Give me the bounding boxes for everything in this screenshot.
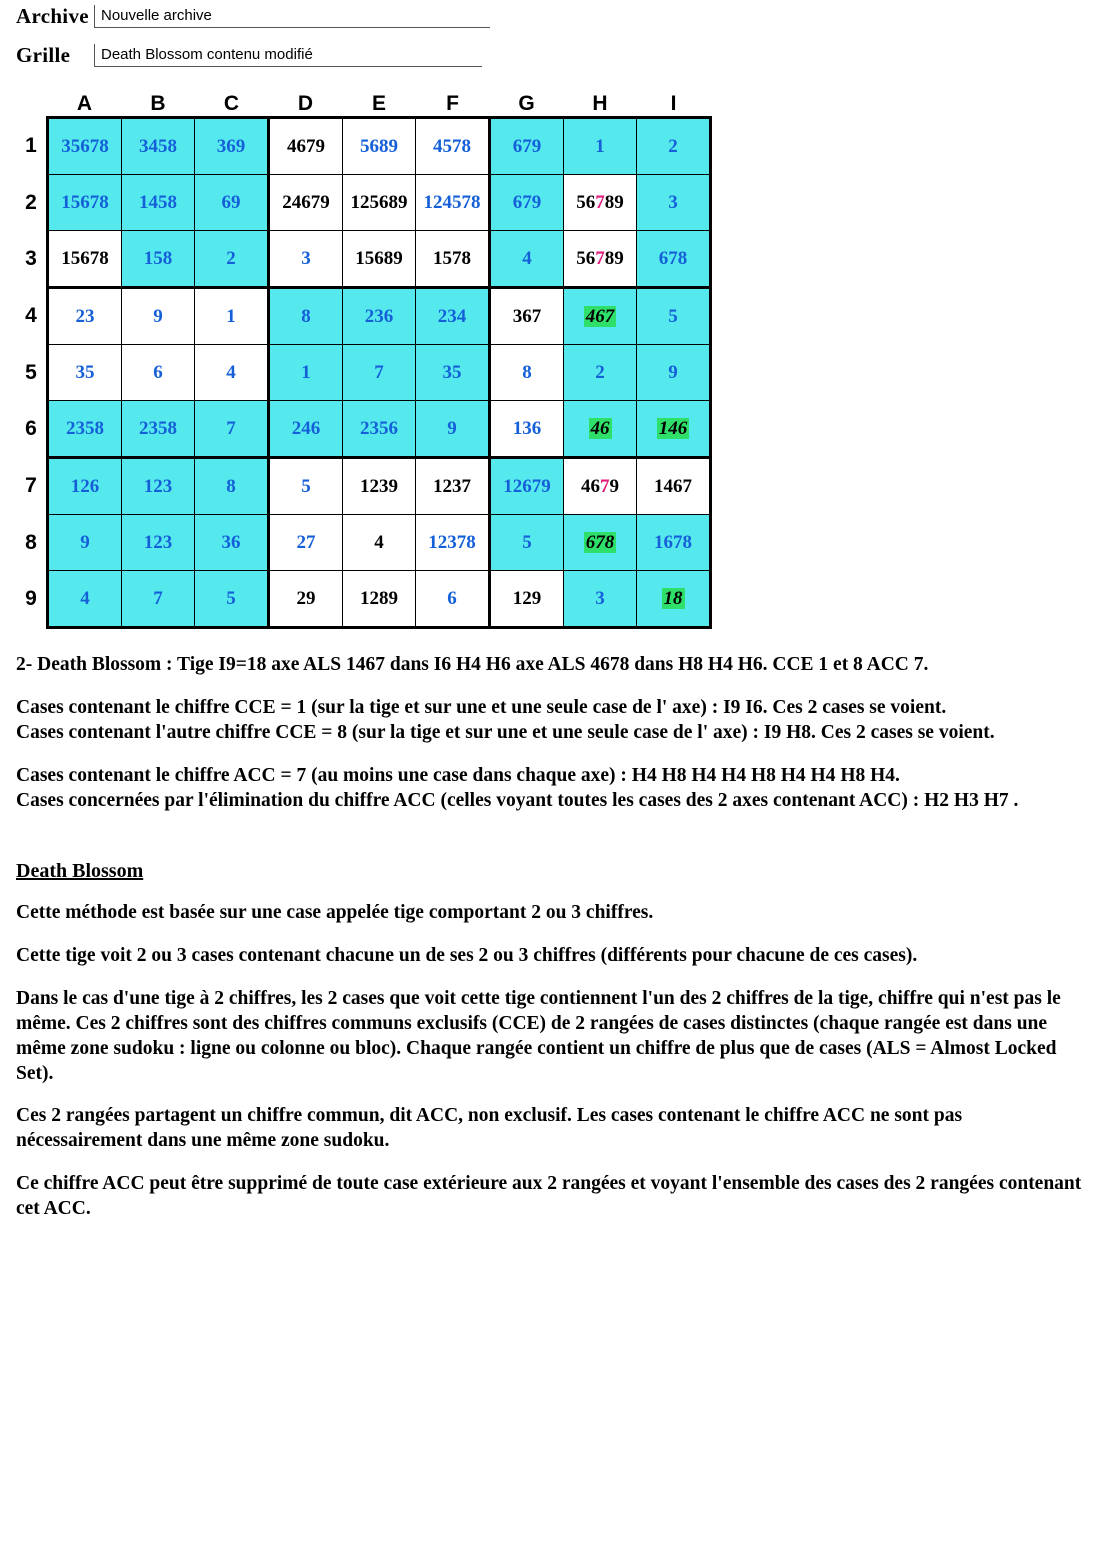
cell-F1[interactable]: 4578 bbox=[416, 118, 490, 175]
cell-G3[interactable]: 4 bbox=[490, 231, 564, 288]
cell-F7[interactable]: 1237 bbox=[416, 458, 490, 515]
cell-I9[interactable] bbox=[637, 571, 711, 628]
highlighted-candidates: 467 bbox=[585, 305, 615, 327]
cell-A5[interactable]: 35 bbox=[48, 345, 122, 401]
highlighted-candidates: 18 bbox=[663, 587, 683, 609]
cell-F5[interactable]: 35 bbox=[416, 345, 490, 401]
cell-I3[interactable]: 678 bbox=[637, 231, 711, 288]
cell-H3[interactable] bbox=[564, 231, 637, 288]
section-heading-death-blossom: Death Blossom bbox=[16, 859, 144, 882]
cell-C1[interactable]: 369 bbox=[195, 118, 269, 175]
cell-G1[interactable]: 679 bbox=[490, 118, 564, 175]
cell-A8[interactable]: 9 bbox=[48, 515, 122, 571]
row-header-9: 9 bbox=[25, 587, 37, 610]
cell-B1[interactable]: 3458 bbox=[122, 118, 195, 175]
cell-C3[interactable]: 2 bbox=[195, 231, 269, 288]
column-header-b: B bbox=[150, 92, 166, 115]
page-root bbox=[0, 4, 1108, 1262]
cell-I5[interactable]: 9 bbox=[637, 345, 711, 401]
cell-A4[interactable]: 23 bbox=[48, 288, 122, 345]
cell-I6[interactable] bbox=[637, 401, 711, 458]
cell-C2[interactable]: 69 bbox=[195, 175, 269, 231]
grille-input[interactable] bbox=[94, 44, 482, 67]
cell-F2[interactable]: 124578 bbox=[416, 175, 490, 231]
cell-D8[interactable]: 27 bbox=[269, 515, 343, 571]
digit-group: 56 bbox=[576, 247, 596, 269]
cell-C9[interactable]: 5 bbox=[195, 571, 269, 628]
grille-field-row bbox=[0, 43, 1108, 68]
column-header-a: A bbox=[76, 92, 93, 115]
cell-G9[interactable]: 129 bbox=[490, 571, 564, 628]
archive-field-row bbox=[0, 4, 1108, 29]
cell-A7[interactable]: 126 bbox=[48, 458, 122, 515]
digit-acc: 7 bbox=[595, 191, 605, 213]
sudoku-grid-wrapper bbox=[0, 86, 1108, 629]
paragraph-method-3: Dans le cas d'une tige à 2 chiffres, les 2 cases que voit cette tige contiennent l'un des 2 chiffres de la tige, chiffre qui n'est pas le même. Ces 2 chiffres sont des chiffres communs exclusifs (CCE) de 2 rangées de cases distinctes (chaque rangée est dans une même zone sudoku : ligne ou colonne ou bloc). Chaque rangée contient un chiffre de plus que de cases (ALS = Almost Locked Set). bbox=[16, 987, 1061, 1084]
grid-corner bbox=[16, 86, 48, 118]
row-header-2: 2 bbox=[25, 190, 37, 214]
paragraph-method-5: Ce chiffre ACC peut être supprimé de toute case extérieure aux 2 rangées et voyant l'ensemble des cases des 2 rangées contenant cet ACC. bbox=[16, 1173, 1082, 1220]
cell-C6[interactable]: 7 bbox=[195, 401, 269, 458]
column-header-i: I bbox=[670, 92, 677, 115]
cell-B3[interactable]: 158 bbox=[122, 231, 195, 288]
cell-H5[interactable]: 2 bbox=[564, 345, 637, 401]
archive-input[interactable] bbox=[94, 5, 490, 28]
column-header-e: E bbox=[371, 92, 386, 115]
column-header-f: F bbox=[446, 92, 459, 115]
cell-F4[interactable]: 234 bbox=[416, 288, 490, 345]
cell-B5[interactable]: 6 bbox=[122, 345, 195, 401]
paragraph-cce-1: Cases contenant le chiffre CCE = 1 (sur la tige et sur une et une seule case de l' axe) : I9 I6. Ces 2 cases se voient. bbox=[16, 696, 947, 718]
cell-C7[interactable]: 8 bbox=[195, 458, 269, 515]
cell-D4[interactable]: 8 bbox=[269, 288, 343, 345]
paragraph-method-1: Cette méthode est basée sur une case appelée tige comportant 2 ou 3 chiffres. bbox=[16, 901, 654, 923]
cell-E1[interactable]: 5689 bbox=[343, 118, 416, 175]
cell-B8[interactable]: 123 bbox=[122, 515, 195, 571]
cell-F6[interactable]: 9 bbox=[416, 401, 490, 458]
cell-D7[interactable]: 5 bbox=[269, 458, 343, 515]
cell-H4[interactable] bbox=[564, 288, 637, 345]
row-header-8: 8 bbox=[25, 530, 37, 554]
cell-H7[interactable] bbox=[564, 458, 637, 515]
cell-G8[interactable]: 5 bbox=[490, 515, 564, 571]
cell-H6[interactable] bbox=[564, 401, 637, 458]
cell-I7[interactable]: 1467 bbox=[637, 458, 711, 515]
cell-I1[interactable]: 2 bbox=[637, 118, 711, 175]
cell-F3[interactable]: 1578 bbox=[416, 231, 490, 288]
row-header-1: 1 bbox=[25, 134, 37, 157]
cell-A3[interactable]: 15678 bbox=[48, 231, 122, 288]
cell-B9[interactable]: 7 bbox=[122, 571, 195, 628]
cell-G6[interactable]: 136 bbox=[490, 401, 564, 458]
row-header-5: 5 bbox=[25, 360, 37, 384]
cell-H2[interactable] bbox=[564, 175, 637, 231]
grid-row bbox=[16, 118, 711, 175]
digit-group: 9 bbox=[609, 475, 619, 497]
cell-G2[interactable]: 679 bbox=[490, 175, 564, 231]
paragraph-method-4: Ces 2 rangées partagent un chiffre commun, dit ACC, non exclusif. Les cases contenant le chiffre ACC ne sont pas nécessairement dans une même zone sudoku. bbox=[16, 1105, 963, 1152]
column-header-c: C bbox=[223, 92, 240, 115]
cell-D9[interactable]: 29 bbox=[269, 571, 343, 628]
cell-G7[interactable]: 12679 bbox=[490, 458, 564, 515]
explanation-text bbox=[0, 653, 1108, 1262]
digit-group: 56 bbox=[576, 191, 596, 213]
cell-D1[interactable]: 4679 bbox=[269, 118, 343, 175]
cell-E9[interactable]: 1289 bbox=[343, 571, 416, 628]
cell-E8[interactable]: 4 bbox=[343, 515, 416, 571]
paragraph-method-2: Cette tige voit 2 ou 3 cases contenant chacune un de ses 2 ou 3 chiffres (différents pour chacune de ces cases). bbox=[16, 944, 918, 966]
column-header-g: G bbox=[518, 92, 535, 115]
highlighted-candidates: 678 bbox=[585, 531, 615, 553]
paragraph-cce-8: Cases contenant l'autre chiffre CCE = 8 (sur la tige et sur une et une seule case de l' axe) : I9 H8. Ces 2 cases se voient. bbox=[16, 721, 995, 743]
sudoku-grid[interactable] bbox=[16, 86, 712, 629]
cell-A1[interactable]: 35678 bbox=[48, 118, 122, 175]
grid-row bbox=[16, 515, 711, 571]
paragraph-acc-7: Cases contenant le chiffre ACC = 7 (au moins une case dans chaque axe) : H4 H8 H4 H4 H8 H4 H4 H8 H4. bbox=[16, 764, 900, 786]
cell-H1[interactable]: 1 bbox=[564, 118, 637, 175]
grid-row bbox=[16, 345, 711, 401]
grid-row bbox=[16, 231, 711, 288]
row-header-4: 4 bbox=[25, 304, 37, 327]
cell-E3[interactable]: 15689 bbox=[343, 231, 416, 288]
digit-group: 89 bbox=[604, 191, 624, 213]
cell-D6[interactable]: 246 bbox=[269, 401, 343, 458]
cell-I4[interactable]: 5 bbox=[637, 288, 711, 345]
cell-C8[interactable]: 36 bbox=[195, 515, 269, 571]
cell-E5[interactable]: 7 bbox=[343, 345, 416, 401]
cell-E2[interactable]: 125689 bbox=[343, 175, 416, 231]
digit-group: 46 bbox=[581, 475, 600, 497]
paragraph-death-blossom-summary: 2- Death Blossom : Tige I9=18 axe ALS 1467 dans I6 H4 H6 axe ALS 4678 dans H8 H4 H6. CCE 1 et 8 ACC 7. bbox=[16, 654, 929, 675]
highlighted-candidates: 146 bbox=[658, 417, 688, 439]
cell-I8[interactable]: 1678 bbox=[637, 515, 711, 571]
cell-E6[interactable]: 2356 bbox=[343, 401, 416, 458]
cell-D3[interactable]: 3 bbox=[269, 231, 343, 288]
cell-D5[interactable]: 1 bbox=[269, 345, 343, 401]
cell-D2[interactable]: 24679 bbox=[269, 175, 343, 231]
cell-I2[interactable]: 3 bbox=[637, 175, 711, 231]
cell-E4[interactable]: 236 bbox=[343, 288, 416, 345]
cell-A6[interactable]: 2358 bbox=[48, 401, 122, 458]
cell-B2[interactable]: 1458 bbox=[122, 175, 195, 231]
highlighted-candidates: 46 bbox=[590, 417, 610, 439]
row-header-6: 6 bbox=[25, 417, 37, 440]
grid-row bbox=[16, 175, 711, 231]
digit-acc: 7 bbox=[595, 247, 605, 269]
column-header-row bbox=[16, 86, 711, 118]
cell-A2[interactable]: 15678 bbox=[48, 175, 122, 231]
paragraph-acc-elimination: Cases concernées par l'élimination du chiffre ACC (celles voyant toutes les cases des 2 axes contenant ACC) : H2 H3 H7 . bbox=[16, 789, 1019, 811]
cell-B7[interactable]: 123 bbox=[122, 458, 195, 515]
digit-group: 89 bbox=[604, 247, 624, 269]
column-header-h: H bbox=[592, 92, 608, 115]
row-header-3: 3 bbox=[25, 247, 37, 270]
cell-G4[interactable]: 367 bbox=[490, 288, 564, 345]
cell-C4[interactable]: 1 bbox=[195, 288, 269, 345]
cell-A9[interactable]: 4 bbox=[48, 571, 122, 628]
digit-acc: 7 bbox=[600, 475, 610, 497]
cell-H8[interactable] bbox=[564, 515, 637, 571]
grid-row bbox=[16, 288, 711, 345]
grid-row bbox=[16, 401, 711, 458]
grid-row bbox=[16, 458, 711, 515]
grille-label: Grille bbox=[16, 43, 71, 67]
cell-C5[interactable]: 4 bbox=[195, 345, 269, 401]
cell-H9[interactable]: 3 bbox=[564, 571, 637, 628]
cell-B4[interactable]: 9 bbox=[122, 288, 195, 345]
column-header-d: D bbox=[297, 92, 314, 115]
cell-B6[interactable]: 2358 bbox=[122, 401, 195, 458]
cell-F8[interactable]: 12378 bbox=[416, 515, 490, 571]
row-header-7: 7 bbox=[25, 474, 37, 497]
cell-F9[interactable]: 6 bbox=[416, 571, 490, 628]
archive-label: Archive bbox=[16, 4, 89, 28]
cell-G5[interactable]: 8 bbox=[490, 345, 564, 401]
cell-E7[interactable]: 1239 bbox=[343, 458, 416, 515]
grid-row bbox=[16, 571, 711, 628]
